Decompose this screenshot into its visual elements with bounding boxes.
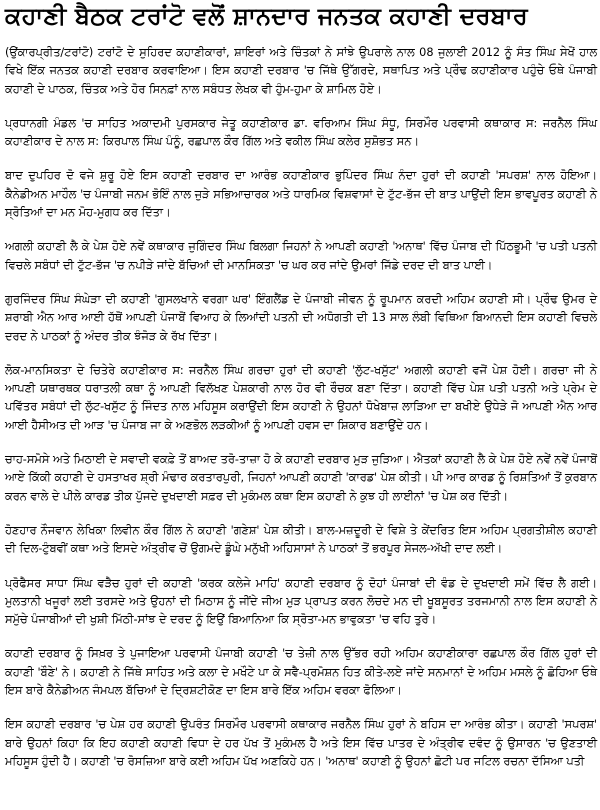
article-paragraph: ਲੋਕ-ਮਾਨਸਿਕਤਾ ਦੇ ਚਿਤੇਰੇ ਕਹਾਣੀਕਾਰ ਸ: ਜਰਨੈਲ ਸਿੰਘ ਗਰਚਾ ਹੁਰਾਂ ਦੀ ਕਹਾਣੀ 'ਲੁੱਟ-ਖਸੁੱਟ' ਅਗਲੀ ਕਹਾਣੀ ਵਜੋਂ ਪੇਸ਼ ਹੋਈ। ਗਰਚਾ ਜੀ ਨੇ ਆਪਣੀ ਯਥਾਰਥਕ ਧਰਾਤਲੀ ਕਥਾ ਨੂੰ ਆਪਣੀ ਵਿਲੱਖਣ ਪੇਸ਼ਕਾਰੀ ਨਾਲ ਹੋਰ ਵੀ ਰੌਚਕ ਬਣਾ ਦਿੱਤਾ। ਕਹਾਣੀ ਵਿੱਚ ਪੇਸ਼ ਪਤੀ ਪਤਨੀ ਅਤੇ ਪ੍ਰੇਮ ਦੇ ਪਵਿੱਤਰ ਸਬੰਧਾਂ ਦੀ ਲੁੱਟ-ਖਸੁੱਟ ਨੂੰ ਜਿੰਦਤ ਨਾਲ ਮਹਿਸੂਸ ਕਰਾਉਂਦੀ ਇਸ ਕਹਾਣੀ ਨੇ ਉਹਨਾਂ ਧੋਖੇਬਾਜ਼ ਲਾੜਿਆ ਦਾ ਬਖੀਏ ਉਧੇੜੇ ਜੋ ਆਪਣੀ ਐਨ ਆਰ ਆਈ ਹੈਸੀਅਤ ਦੀ ਆੜ 'ਚ ਪੰਜਾਬ ਜਾ ਕੇ ਅਣਭੋਲ ਲੜਕੀਆਂ ਨੂੰ ਆਪਣੀ ਹਵਸ ਦਾ ਸ਼ਿਕਾਰ ਬਣਾਉਂਦੇ ਹਨ। [5,363,597,432]
article-paragraph: ਪ੍ਰੋਫੈਸਰ ਸਾਧਾ ਸਿੰਘ ਵੜੈਚ ਹੁਰਾਂ ਦੀ ਕਹਾਣੀ 'ਕਰਕ ਕਲੇਜੇ ਮਾਹਿ' ਕਹਾਣੀ ਦਰਬਾਰ ਨੂੰ ਦੋਹਾਂ ਪੰਜਾਬਾਂ ਦੀ ਵੰਡ ਦੇ ਦੁਖਦਾਈ ਸਮੇਂ ਵਿੱਚ ਲੈ ਗਈ। ਮੁਲਤਾਨੀ ਖਜੂਰਾਂ ਲਈ ਤਰਸਦੇ ਅਤੇ ਉਹਨਾਂ ਦੀ ਮਿਠਾਸ ਨੂੰ ਜੀਂਦੇ ਜੀਅ ਮੁੜ ਪ੍ਰਾਪਤ ਕਰਨ ਲੋਚਦੇ ਮਨ ਦੀ ਖੂਬਸੂਰਤ ਤਰਜਮਾਨੀ ਨਾਲ ਇਸ ਕਹਾਣੀ ਨੇ ਸਮੁੱਚੇ ਪੰਜਾਬੀਆਂ ਦੀ ਖੁਸ਼ੀ ਮਿੱਠੀ-ਸਾਂਝ ਦੇ ਦਰਦ ਨੂੰ ਇਉਂ ਬਿਆਨਿਆ ਕਿ ਸ੍ਰੋਤਾ-ਮਨ ਭਾਵੁਕਤਾ 'ਚ ਵਹਿ ਤੁਰੇ। [5,576,597,627]
article-paragraph: ਗੁਰਜਿੰਦਰ ਸਿੰਘ ਸੰਘੇੜਾ ਦੀ ਕਹਾਣੀ 'ਗੁਸਲਖਾਨੇ ਵਰਗਾ ਘਰ' ਇੰਗਲੈਂਡ ਦੇ ਪੰਜਾਬੀ ਜੀਵਨ ਨੂੰ ਰੂਪਮਾਨ ਕਰਦੀ ਅਹਿਮ ਕਹਾਣੀ ਸੀ। ਪ੍ਰੌਢ ਉਮਰ ਦੇ ਸ਼ਰਾਬੀ ਐਨ ਆਰ ਆਈ ਹੱਥੋਂ ਆਪਣੀ ਪੰਜਾਬੋਂ ਵਿਆਹ ਕੇ ਲਿਆਂਦੀ ਪਤਨੀ ਦੀ ਅਧੋਗਤੀ ਦੀ 13 ਸਾਲ ਲੰਬੀ ਵਿਥਿਆ ਬਿਆਨਦੀ ਇਸ ਕਹਾਣੀ ਵਿਚਲੇ ਦਰਦ ਨੇ ਪਾਠਕਾਂ ਨੂੰ ਅੰਦਰ ਤੀਕ ਝੰਜੋੜ ਕੇ ਰੱਖ ਦਿੱਤਾ। [5,292,597,343]
article-paragraph: ਕਹਾਣੀ ਦਰਬਾਰ ਨੂੰ ਸਿਖ਼ਰ ਤੇ ਪੁਜਾਇਆ ਪਰਵਾਸੀ ਪੰਜਾਬੀ ਕਹਾਣੀ 'ਚ ਤੇਜ਼ੀ ਨਾਲ ਉੱਭਰ ਰਹੀ ਅਹਿਮ ਕਹਾਣੀਕਾਰਾ ਰਛਪਾਲ ਕੌਰ ਗਿੱਲ ਹੁਰਾਂ ਦੀ ਕਹਾਣੀ 'ਬੌਣੇ' ਨੇ। ਕਹਾਣੀ ਨੇ ਜਿੱਥੇ ਸਾਹਿਤ ਅਤੇ ਕਲਾ ਦੇ ਮਖੌਟੇ ਪਾ ਕੇ ਸਵੈ-ਪ੍ਰਮੋਸ਼ਨ ਹਿਤ ਕੀਤੇ-ਲਏ ਜਾਂਦੇ ਸਨਮਾਨਾਂ ਦੇ ਅਹਿਮ ਮਸਲੇ ਨੂੰ ਛੋਹਿਆ ਓਥੇ ਇਸ ਬਾਰੇ ਕੈਨੇਡੀਅਨ ਜੰਮਪਲ ਬੱਚਿਆਂ ਦੇ ਦ੍ਰਿਸ਼ਟੀਕੋਣ ਦਾ ਇਸ ਬਾਰੇ ਇੱਕ ਅਹਿਮ ਵਰਕਾ ਫੋਲਿਆ। [5,647,597,698]
article-paragraph: (ਉਂਕਾਰਪ੍ਰੀਤ/ਟਰਾਂਟੋ) ਟਰਾਂਟੋ ਦੇ ਸੁਹਿਰਦ ਕਹਾਣੀਕਾਰਾਂ, ਸ਼ਾਇਰਾਂ ਅਤੇ ਚਿੰਤਕਾਂ ਨੇ ਸਾਂਝੇ ਉਪਰਾਲੇ ਨਾਲ 08 ਜੁਲਾਈ 2012 ਨੂੰ ਸੰਤ ਸਿੰਘ ਸੇਖੋਂ ਹਾਲ ਵਿਖੇ ਇੱਕ ਜਨਤਕ ਕਹਾਣੀ ਦਰਬਾਰ ਕਰਵਾਇਆ। ਇਸ ਕਹਾਣੀ ਦਰਬਾਰ 'ਚ ਜਿੱਥੇ ਉੱਗਰਦੇ, ਸਥਾਪਿਤ ਅਤੇ ਪ੍ਰੌਢ ਕਹਾਣੀਕਾਰ ਪਹੁੰਚੇ ਓਥੇ ਪੰਜਾਬੀ ਕਹਾਣੀ ਦੇ ਪਾਠਕ, ਚਿੰਤਕ ਅਤੇ ਹੋਰ ਸਿਨਫ਼ਾਂ ਨਾਲ ਸਬੰਧਤ ਲੇਖਕ ਵੀ ਹੁੰਮ-ਹੁਮਾ ਕੇ ਸ਼ਾਮਿਲ ਹੋਏ। [5,46,597,96]
article-paragraph: ਪ੍ਰਧਾਨਗੀ ਮੰਡਲ 'ਚ ਸਾਹਿਤ ਅਕਾਦਮੀ ਪੁਰਸਕਾਰ ਜੇਤੂ ਕਹਾਣੀਕਾਰ ਡਾ. ਵਰਿਆਮ ਸਿੰਘ ਸੰਧੂ, ਸਿਰਮੌਰ ਪਰਵਾਸੀ ਕਥਾਕਾਰ ਸ: ਜਰਨੈਲ ਸਿੰਘ ਕਹਾਣੀਕਾਰ ਦੇ ਨਾਲ ਸ: ਕਿਰਪਾਲ ਸਿੰਘ ਪੰਨੂੰ, ਰਛਪਾਲ ਕੌਰ ਗਿੱਲ ਅਤੇ ਵਕੀਲ ਸਿੰਘ ਕਲੇਰ ਸੁਸ਼ੋਭਤ ਸਨ। [5,116,597,149]
article-paragraph: ਚਾਹ-ਸਮੋਸੇ ਅਤੇ ਮਿਠਾਈ ਦੇ ਸਵਾਦੀ ਵਕਫ਼ੇ ਤੋਂ ਬਾਅਦ ਤਰੋ-ਤਾਜ਼ਾ ਹੋ ਕੇ ਕਹਾਣੀ ਦਰਬਾਰ ਮੁੜ ਜੁੜਿਆ। ਐਤਕਾਂ ਕਹਾਣੀ ਲੈ ਕੇ ਪੇਸ਼ ਹੋਏ ਨਵੇਂ ਨਵੇਂ ਪੰਜਾਬੋਂ ਆਏ ਕਿੱਕੀ ਕਹਾਣੀ ਦੇ ਹਸਤਾਖਰ ਸ਼੍ਰੀ ਮੰਢਾਰ ਕਰਤਾਰਪੁਰੀ, ਜਿਹਨਾਂ ਆਪਣੀ ਕਹਾਣੀ 'ਕਾਰਡ' ਪੇਸ਼ ਕੀਤੀ। ਪੀ ਆਰ ਕਾਰਡ ਨੂੰ ਰਿਸ਼ਤਿਆਂ ਤੋਂ ਕੁਰਬਾਨ ਕਰਨ ਵਾਲੇ ਦੇ ਪੀਲੇ ਕਾਰਡ ਤੀਕ ਪੁੱਜਦੇ ਦੁਖਦਾਈ ਸਫ਼ਰ ਦੀ ਮੁਕੰਮਲ ਕਥਾ ਇਸ ਕਹਾਣੀ ਨੇ ਕੁਝ ਹੀ ਲਾਈਨਾਂ 'ਚ ਪੇਸ਼ ਕਰ ਦਿੱਤੀ। [5,453,597,503]
article-body [5,44,597,771]
article-paragraph: ਹੋਣਹਾਰ ਨੌਜਵਾਨ ਲੇਖਿਕਾ ਲਿਵੀਨ ਕੌਰ ਗਿੱਲ ਨੇ ਕਹਾਣੀ 'ਗਣੇਸ਼' ਪੇਸ਼ ਕੀਤੀ। ਬਾਲ-ਮਜ਼ਦੂਰੀ ਦੇ ਵਿਸ਼ੇ ਤੇ ਕੇਂਦਰਿਤ ਇਸ ਅਹਿਮ ਪ੍ਰਗਤੀਸ਼ੀਲ ਕਹਾਣੀ ਦੀ ਦਿਲ-ਟੁੰਬਵੀਂ ਕਥਾ ਅਤੇ ਇਸਦੇ ਅੰਤ੍ਰੀਵ ਚੋਂ ਉਗਮਦੇ ਡੂੰਘੇ ਮਨੁੱਖੀ ਅਹਿਸਾਸਾਂ ਨੇ ਪਾਠਕਾਂ ਤੋਂ ਭਰਪੂਰ ਸੇਜਲ-ਅੱਖੀ ਦਾਦ ਲਈ। [5,523,597,556]
article-paragraph: ਇਸ ਕਹਾਣੀ ਦਰਬਾਰ 'ਚ ਪੇਸ਼ ਹਰ ਕਹਾਣੀ ਉਪਰੰਤ ਸਿਰਮੌਰ ਪਰਵਾਸੀ ਕਥਾਕਾਰ ਜਰਨੈਲ ਸਿੰਘ ਹੁਰਾਂ ਨੇ ਬਹਿਸ ਦਾ ਆਰੰਭ ਕੀਤਾ। ਕਹਾਣੀ 'ਸਪਰਸ਼' ਬਾਰੇ ਉਹਨਾਂ ਕਿਹਾ ਕਿ ਇਹ ਕਹਾਣੀ ਕਹਾਣੀ ਵਿਧਾ ਦੇ ਹਰ ਪੱਖ ਤੋਂ ਮੁਕੰਮਲ ਹੈ ਅਤੇ ਇਸ ਵਿੱਚ ਪਾਤਰ ਦੇ ਅੰਤ੍ਰੀਵ ਦਵੰਦ ਨੂੰ ਉਸਾਰਨ 'ਚ ਉਣਤਾਈ ਮਹਿਸੂਸ ਹੁੰਦੀ ਹੈ। ਕਹਾਣੀ 'ਚ ਰੋਸਜ਼ਿਆ ਬਾਰੇ ਕਈ ਅਹਿਮ ਪੱਖ ਅਣਕਿਹੇ ਹਨ। 'ਅਨਾਥ' ਕਹਾਣੀ ਨੂੰ ਉਹਨਾਂ ਛੋਟੀ ਪਰ ਜਟਿਲ ਰਚਨਾ ਦੱਸਿਆ ਪਤੀ [5,718,597,768]
article-paragraph: ਬਾਦ ਦੁਪਹਿਰ ਦੋ ਵਜੇ ਸ਼ੁਰੂ ਹੋਏ ਇਸ ਕਹਾਣੀ ਦਰਬਾਰ ਦਾ ਆਰੰਭ ਕਹਾਣੀਕਾਰ ਭੁਪਿੰਦਰ ਸਿੰਘ ਨੰਦਾ ਹੁਰਾਂ ਦੀ ਕਹਾਣੀ 'ਸਪਰਸ਼' ਨਾਲ ਹੋਇਆ। ਕੈਨੇਡੀਅਨ ਮਾਹੌਲ 'ਚ ਪੰਜਾਬੀ ਜਨਮ ਭੋਇੰ ਨਾਲ ਜੁੜੇ ਸਭਿਆਚਾਰਕ ਅਤੇ ਧਾਰਮਿਕ ਵਿਸ਼ਵਾਸਾਂ ਦੇ ਟੁੱਟ-ਭੱਜ ਦੀ ਬਾਤ ਪਾਉਂਦੀ ਇਸ ਭਾਵਪੂਰਤ ਕਹਾਣੀ ਨੇ ਸ੍ਰੋਤਿਆਂ ਦਾ ਮਨ ਮੋਹ-ਮੁਗਧ ਕਰ ਦਿੱਤਾ। [5,169,597,220]
article-headline: ਕਹਾਣੀ ਬੈਠਕ ਟਰਾਂਟੋ ਵਲੋਂ ਸ਼ਾਨਦਾਰ ਜਨਤਕ ਕਹਾਣੀ ਦਰਬਾਰ [5,2,528,30]
article-paragraph: ਅਗਲੀ ਕਹਾਣੀ ਲੈ ਕੇ ਪੇਸ਼ ਹੋਏ ਨਵੇਂ ਕਥਾਕਾਰ ਜੁਗਿੰਦਰ ਸਿੰਘ ਬਿਲਗਾ ਜਿਹਨਾਂ ਨੇ ਆਪਣੀ ਕਹਾਣੀ 'ਅਨਾਥ' ਵਿੱਚ ਪੰਜਾਬ ਦੀ ਪਿੱਠਭੂਮੀ 'ਚ ਪਤੀ ਪਤਨੀ ਵਿਚਲੇ ਸਬੰਧਾਂ ਦੀ ਟੁੱਟ-ਭੱਜ 'ਚ ਨਪੀੜੇ ਜਾਂਦੇ ਬੱਚਿਆਂ ਦੀ ਮਾਨਸਿਕਤਾ 'ਚ ਘਰ ਕਰ ਜਾਂਦੇ ਉਮਰਾਂ ਜਿੱਡੇ ਦਰਦ ਦੀ ਬਾਤ ਪਾਈ। [5,240,597,272]
